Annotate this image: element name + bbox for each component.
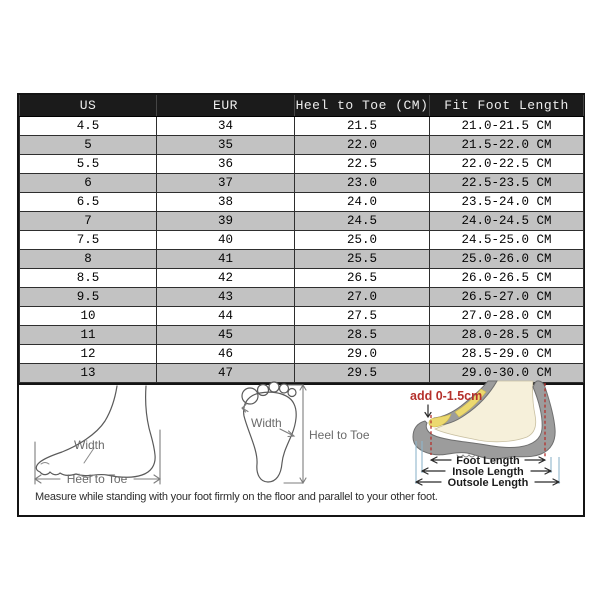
table-row [20,174,584,193]
table-cell: 25.0 [295,231,430,250]
sole-length-arrow [284,385,306,483]
table-cell: 5.5 [20,155,157,174]
table-row [20,136,584,155]
table-cell: 24.0-24.5 CM [430,212,584,231]
header-us: US [20,95,157,117]
side-width-label: Width [74,438,105,452]
toe-nail-line [41,463,49,465]
table-row [20,326,584,345]
table-cell: 26.5-27.0 CM [430,288,584,307]
table-cell: 29.0 [295,345,430,364]
table-cell: 34 [157,117,295,136]
table-cell: 10 [20,307,157,326]
table-cell: 8.5 [20,269,157,288]
table-cell: 22.0 [295,136,430,155]
sole-width-label: Width [251,416,282,430]
table-cell: 27.5 [295,307,430,326]
table-row [20,212,584,231]
table-cell: 22.0-22.5 CM [430,155,584,174]
table-cell: 4.5 [20,117,157,136]
table-cell: 24.5-25.0 CM [430,231,584,250]
table-row [20,250,584,269]
table-cell: 6 [20,174,157,193]
table-row [20,288,584,307]
table-cell: 46 [157,345,295,364]
table-cell: 28.0-28.5 CM [430,326,584,345]
table-cell: 36 [157,155,295,174]
outsole-length-label: Outsole Length [447,477,529,489]
add-allowance-label: add 0-1.5cm [410,389,483,403]
table-row [20,345,584,364]
table-row [20,117,584,136]
insole-length-label: Insole Length [452,466,524,478]
table-cell: 26.5 [295,269,430,288]
table-cell: 27.0-28.0 CM [430,307,584,326]
header-eur: EUR [157,95,295,117]
table-cell: 8 [20,250,157,269]
table-cell: 24.5 [295,212,430,231]
table-cell: 12 [20,345,157,364]
table-cell: 28.5 [295,326,430,345]
foot-side-view-diagram [27,386,177,488]
table-cell: 25.5 [295,250,430,269]
table-cell: 21.5-22.0 CM [430,136,584,155]
header-row [20,95,584,117]
table-cell: 40 [157,231,295,250]
table-row [20,155,584,174]
table-cell: 29.0-30.0 CM [430,364,584,383]
table-cell: 29.5 [295,364,430,383]
table-cell: 22.5 [295,155,430,174]
table-cell: 9.5 [20,288,157,307]
table-cell: 47 [157,364,295,383]
table-cell: 25.0-26.0 CM [430,250,584,269]
table-cell: 23.5-24.0 CM [430,193,584,212]
table-cell: 38 [157,193,295,212]
header-fit-foot-length: Fit Foot Length [430,95,584,117]
side-heel-to-toe-label: Heel to Toe [66,472,128,486]
table-cell: 21.0-21.5 CM [430,117,584,136]
foot-length-label: Foot Length [456,455,520,467]
table-cell: 7 [20,212,157,231]
table-row [20,193,584,212]
table-cell: 7.5 [20,231,157,250]
table-cell: 45 [157,326,295,345]
table-cell: 44 [157,307,295,326]
shoe-cross-section-diagram [393,381,585,493]
sole-outline [244,392,297,482]
table-cell: 5 [20,136,157,155]
table-cell: 37 [157,174,295,193]
table-cell: 26.0-26.5 CM [430,269,584,288]
table-cell: 23.0 [295,174,430,193]
foot-sole-diagram [236,382,381,486]
header-heel-to-toe: Heel to Toe (CM) [295,95,430,117]
table-cell: 21.5 [295,117,430,136]
table-row [20,269,584,288]
table-cell: 43 [157,288,295,307]
size-table-body [20,117,584,383]
table-cell: 22.5-23.5 CM [430,174,584,193]
size-chart-sheet [17,93,585,517]
table-cell: 27.0 [295,288,430,307]
table-row [20,231,584,250]
table-cell: 42 [157,269,295,288]
table-row [20,307,584,326]
size-table-header [20,95,584,117]
table-cell: 24.0 [295,193,430,212]
table-cell: 13 [20,364,157,383]
measurement-note: Measure while standing with your foot firmly on the floor and parallel to your other foot. [35,491,438,503]
size-table [19,95,584,383]
heel-arrow-left [35,475,60,483]
foot-side-outline [36,386,155,477]
table-cell: 35 [157,136,295,155]
table-cell: 28.5-29.0 CM [430,345,584,364]
table-cell: 11 [20,326,157,345]
table-cell: 41 [157,250,295,269]
table-cell: 6.5 [20,193,157,212]
sole-heel-to-toe-label: Heel to Toe [309,428,370,442]
measurement-diagrams [19,383,583,515]
table-cell: 39 [157,212,295,231]
table-row [20,364,584,383]
add-arrow [425,405,431,417]
